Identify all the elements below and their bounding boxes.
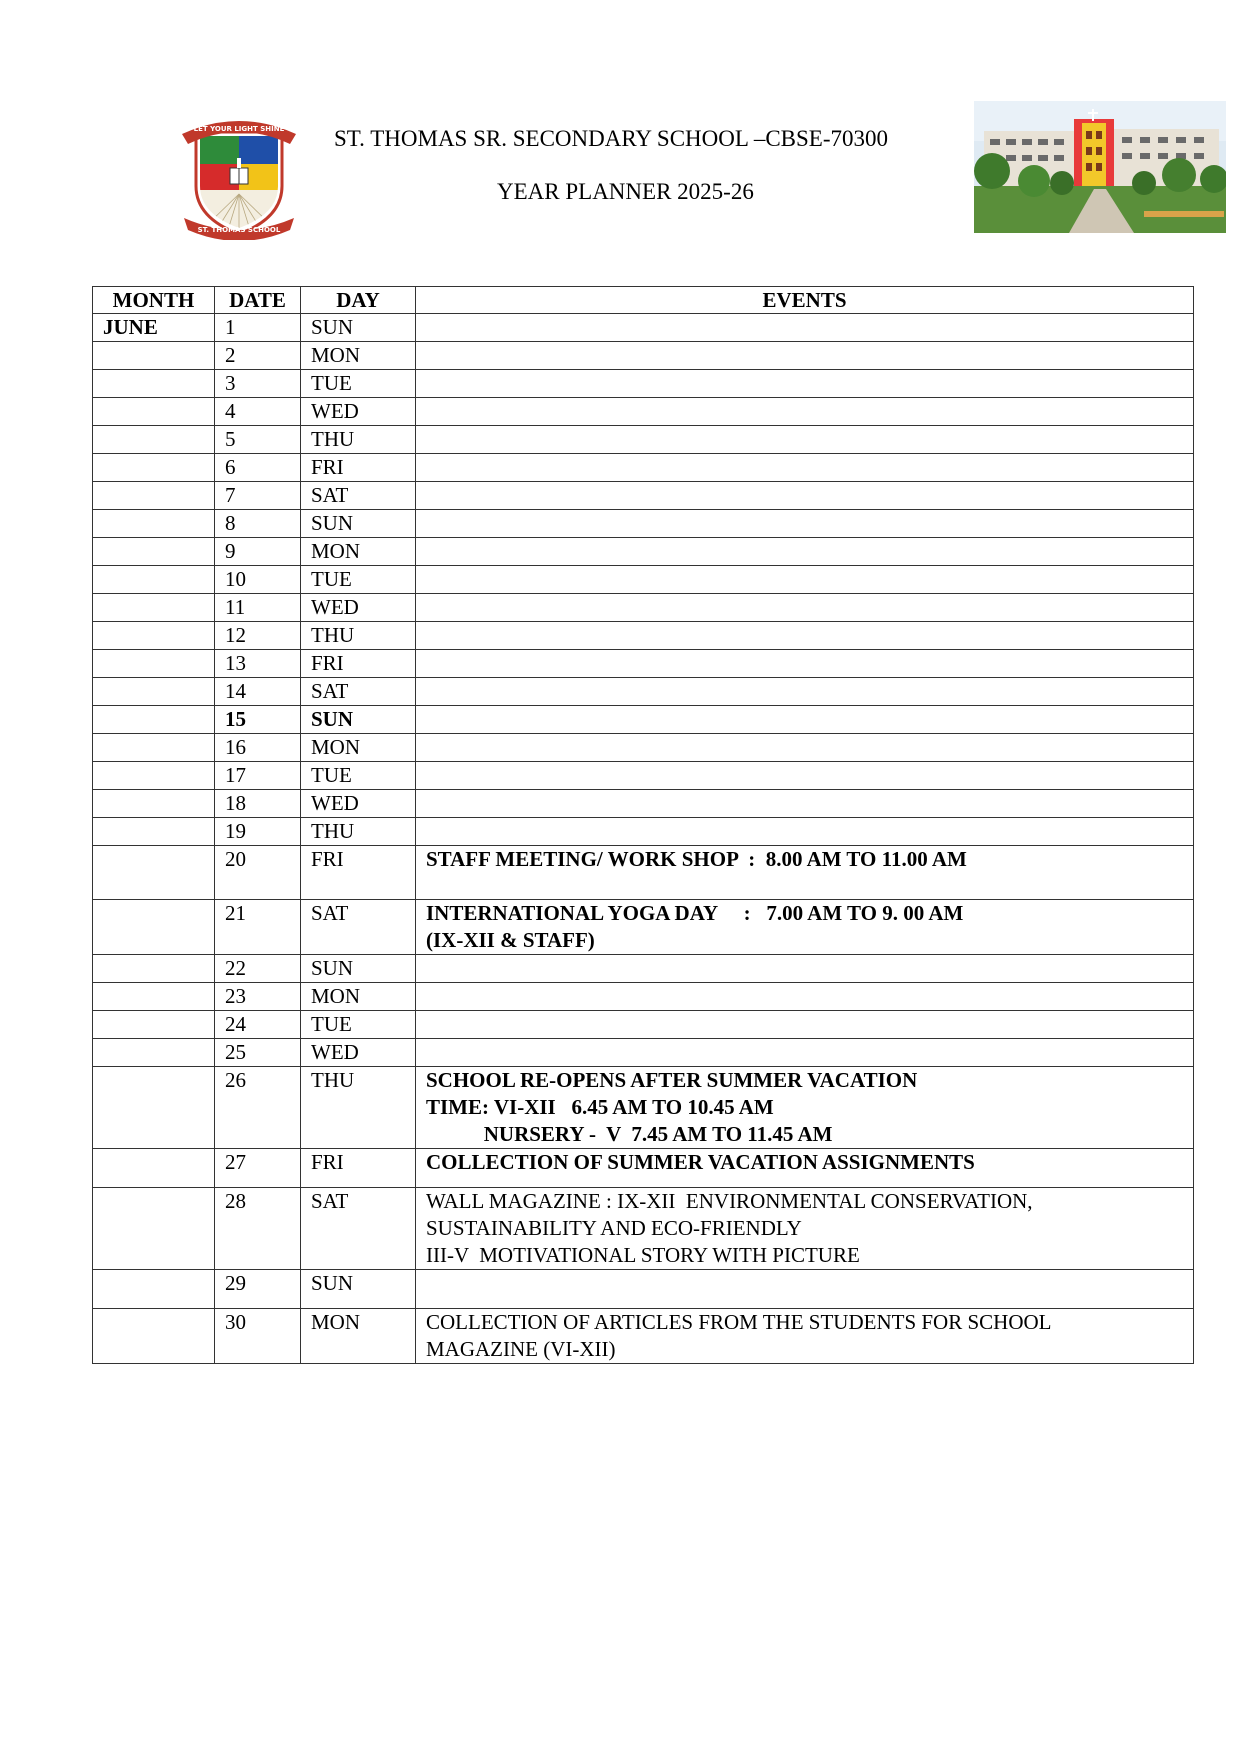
school-name: ST. THOMAS SR. SECONDARY SCHOOL –CBSE-70300: [334, 126, 889, 151]
cell-month: [93, 762, 215, 790]
cell-month: [93, 594, 215, 622]
cell-events: [416, 454, 1194, 482]
table-row: [93, 846, 1194, 900]
table-header-row: [93, 287, 1194, 314]
cell-events: [416, 846, 1194, 900]
cell-date: 19: [215, 818, 301, 846]
table-row: [93, 370, 1194, 398]
cell-day: TUE: [301, 1011, 416, 1039]
cell-day: MON: [301, 538, 416, 566]
cell-day: MON: [301, 983, 416, 1011]
cell-date: 13: [215, 650, 301, 678]
school-building-photo: [974, 101, 1226, 233]
cell-date: 2: [215, 342, 301, 370]
cell-events: [416, 1270, 1194, 1309]
table-row: [93, 1270, 1194, 1309]
cell-events: [416, 594, 1194, 622]
cell-month: [93, 734, 215, 762]
cell-events: [416, 762, 1194, 790]
cell-date: 12: [215, 622, 301, 650]
cell-date: 30: [215, 1309, 301, 1364]
cell-events: [416, 818, 1194, 846]
cell-month: [93, 370, 215, 398]
cell-day: THU: [301, 426, 416, 454]
cell-day: SUN: [301, 314, 416, 342]
cell-month: [93, 1039, 215, 1067]
column-header-month: MONTH: [93, 287, 215, 314]
cell-day: SUN: [301, 1270, 416, 1309]
table-row: [93, 594, 1194, 622]
cell-date: 27: [215, 1149, 301, 1188]
table-row: [93, 1039, 1194, 1067]
table-row: [93, 510, 1194, 538]
cell-events: [416, 1309, 1194, 1364]
cell-date: 21: [215, 900, 301, 955]
cell-day: TUE: [301, 566, 416, 594]
column-header-date: DATE: [215, 287, 301, 314]
table-row: [93, 762, 1194, 790]
cell-month: [93, 1011, 215, 1039]
table-row: [93, 790, 1194, 818]
cell-date: 4: [215, 398, 301, 426]
cell-events: [416, 342, 1194, 370]
table-row: [93, 1149, 1194, 1188]
cell-date: 11: [215, 594, 301, 622]
table-row: [93, 983, 1194, 1011]
cell-events: [416, 1039, 1194, 1067]
cell-events: [416, 983, 1194, 1011]
year-planner-table: [92, 286, 1194, 1364]
cell-month: [93, 818, 215, 846]
cell-date: 15: [215, 706, 301, 734]
svg-text:ST. THOMAS SCHOOL: ST. THOMAS SCHOOL: [197, 226, 281, 234]
cell-day: SAT: [301, 678, 416, 706]
cell-month: [93, 900, 215, 955]
cell-date: 5: [215, 426, 301, 454]
event-line: MAGAZINE (VI-XII): [426, 1337, 616, 1361]
cell-date: 16: [215, 734, 301, 762]
event-line: III-V MOTIVATIONAL STORY WITH PICTURE: [426, 1243, 860, 1267]
cell-month: [93, 426, 215, 454]
cell-events: [416, 706, 1194, 734]
cell-month: [93, 622, 215, 650]
cell-month: [93, 678, 215, 706]
cell-day: MON: [301, 1309, 416, 1364]
cell-events: [416, 510, 1194, 538]
cell-day: THU: [301, 622, 416, 650]
cell-events: [416, 426, 1194, 454]
cell-date: 18: [215, 790, 301, 818]
cell-events: [416, 622, 1194, 650]
cell-day: WED: [301, 1039, 416, 1067]
cell-date: 14: [215, 678, 301, 706]
cell-date: 17: [215, 762, 301, 790]
cell-month: [93, 538, 215, 566]
cell-events: [416, 790, 1194, 818]
table-row: [93, 955, 1194, 983]
cell-events: [416, 900, 1194, 955]
cell-date: 26: [215, 1067, 301, 1149]
cell-events: [416, 482, 1194, 510]
cell-month: [93, 1067, 215, 1149]
cell-date: 22: [215, 955, 301, 983]
planner-body: [93, 314, 1194, 1364]
cell-day: FRI: [301, 650, 416, 678]
cell-month: [93, 1309, 215, 1364]
table-row: [93, 706, 1194, 734]
cell-day: MON: [301, 734, 416, 762]
cell-day: THU: [301, 1067, 416, 1149]
column-header-events: EVENTS: [416, 287, 1194, 314]
column-header-day: DAY: [301, 287, 416, 314]
cell-month: JUNE: [93, 314, 215, 342]
cell-date: 28: [215, 1188, 301, 1270]
cell-month: [93, 1188, 215, 1270]
cell-month: [93, 510, 215, 538]
cell-date: 29: [215, 1270, 301, 1309]
cell-day: FRI: [301, 1149, 416, 1188]
cell-date: 10: [215, 566, 301, 594]
table-row: [93, 818, 1194, 846]
cell-date: 8: [215, 510, 301, 538]
cell-month: [93, 1149, 215, 1188]
table-row: [93, 454, 1194, 482]
cell-day: TUE: [301, 370, 416, 398]
cell-date: 7: [215, 482, 301, 510]
cell-date: 24: [215, 1011, 301, 1039]
cell-day: MON: [301, 342, 416, 370]
cell-day: WED: [301, 398, 416, 426]
event-line: SUSTAINABILITY AND ECO-FRIENDLY: [426, 1216, 802, 1240]
cell-day: FRI: [301, 846, 416, 900]
table-row: [93, 314, 1194, 342]
cell-date: 6: [215, 454, 301, 482]
cell-day: SUN: [301, 510, 416, 538]
school-logo: [178, 114, 300, 240]
table-row: [93, 342, 1194, 370]
cell-date: 9: [215, 538, 301, 566]
event-line: COLLECTION OF ARTICLES FROM THE STUDENTS FOR SCHOOL: [426, 1310, 1052, 1334]
cell-day: SUN: [301, 706, 416, 734]
cell-events: [416, 650, 1194, 678]
table-row: [93, 1188, 1194, 1270]
cell-month: [93, 790, 215, 818]
event-line: INTERNATIONAL YOGA DAY : 7.00 AM TO 9. 00 AM: [426, 901, 964, 925]
table-row: [93, 622, 1194, 650]
table-row: [93, 650, 1194, 678]
event-line: (IX-XII & STAFF): [426, 928, 595, 952]
table-row: [93, 734, 1194, 762]
table-row: [93, 678, 1194, 706]
cell-month: [93, 1270, 215, 1309]
cell-day: FRI: [301, 454, 416, 482]
cell-day: WED: [301, 790, 416, 818]
cell-month: [93, 482, 215, 510]
event-line: COLLECTION OF SUMMER VACATION ASSIGNMENTS: [426, 1150, 975, 1174]
table-row: [93, 1309, 1194, 1364]
table-row: [93, 900, 1194, 955]
table-row: [93, 566, 1194, 594]
cell-month: [93, 398, 215, 426]
cell-events: [416, 398, 1194, 426]
cell-day: SAT: [301, 1188, 416, 1270]
cell-month: [93, 650, 215, 678]
cell-events: [416, 955, 1194, 983]
cell-date: 1: [215, 314, 301, 342]
cell-day: THU: [301, 818, 416, 846]
cell-date: 23: [215, 983, 301, 1011]
cell-events: [416, 370, 1194, 398]
event-line: STAFF MEETING/ WORK SHOP : 8.00 AM TO 11.00 AM: [426, 847, 967, 871]
table-row: [93, 538, 1194, 566]
cell-day: TUE: [301, 762, 416, 790]
cell-date: 20: [215, 846, 301, 900]
cell-events: [416, 734, 1194, 762]
cell-events: [416, 1149, 1194, 1188]
event-line: NURSERY - V 7.45 AM TO 11.45 AM: [426, 1122, 833, 1146]
cell-events: [416, 1011, 1194, 1039]
cell-month: [93, 846, 215, 900]
cell-date: 3: [215, 370, 301, 398]
event-line: TIME: VI-XII 6.45 AM TO 10.45 AM: [426, 1095, 774, 1119]
cell-events: [416, 1188, 1194, 1270]
cell-events: [416, 538, 1194, 566]
cell-events: [416, 314, 1194, 342]
cell-month: [93, 955, 215, 983]
event-line: WALL MAGAZINE : IX-XII ENVIRONMENTAL CONSERVATION,: [426, 1189, 1033, 1213]
cell-month: [93, 342, 215, 370]
cell-day: WED: [301, 594, 416, 622]
event-line: SCHOOL RE-OPENS AFTER SUMMER VACATION: [426, 1068, 918, 1092]
cell-day: SUN: [301, 955, 416, 983]
cell-month: [93, 454, 215, 482]
table-row: [93, 1011, 1194, 1039]
table-row: [93, 482, 1194, 510]
table-row: [93, 398, 1194, 426]
table-row: [93, 426, 1194, 454]
svg-text:LET YOUR LIGHT SHINE: LET YOUR LIGHT SHINE: [193, 125, 285, 133]
cell-month: [93, 983, 215, 1011]
cell-day: SAT: [301, 900, 416, 955]
cell-events: [416, 1067, 1194, 1149]
cell-month: [93, 566, 215, 594]
cell-day: SAT: [301, 482, 416, 510]
cell-events: [416, 678, 1194, 706]
planner-title: YEAR PLANNER 2025-26: [497, 179, 754, 204]
cell-month: [93, 706, 215, 734]
cell-date: 25: [215, 1039, 301, 1067]
table-row: [93, 1067, 1194, 1149]
cell-events: [416, 566, 1194, 594]
